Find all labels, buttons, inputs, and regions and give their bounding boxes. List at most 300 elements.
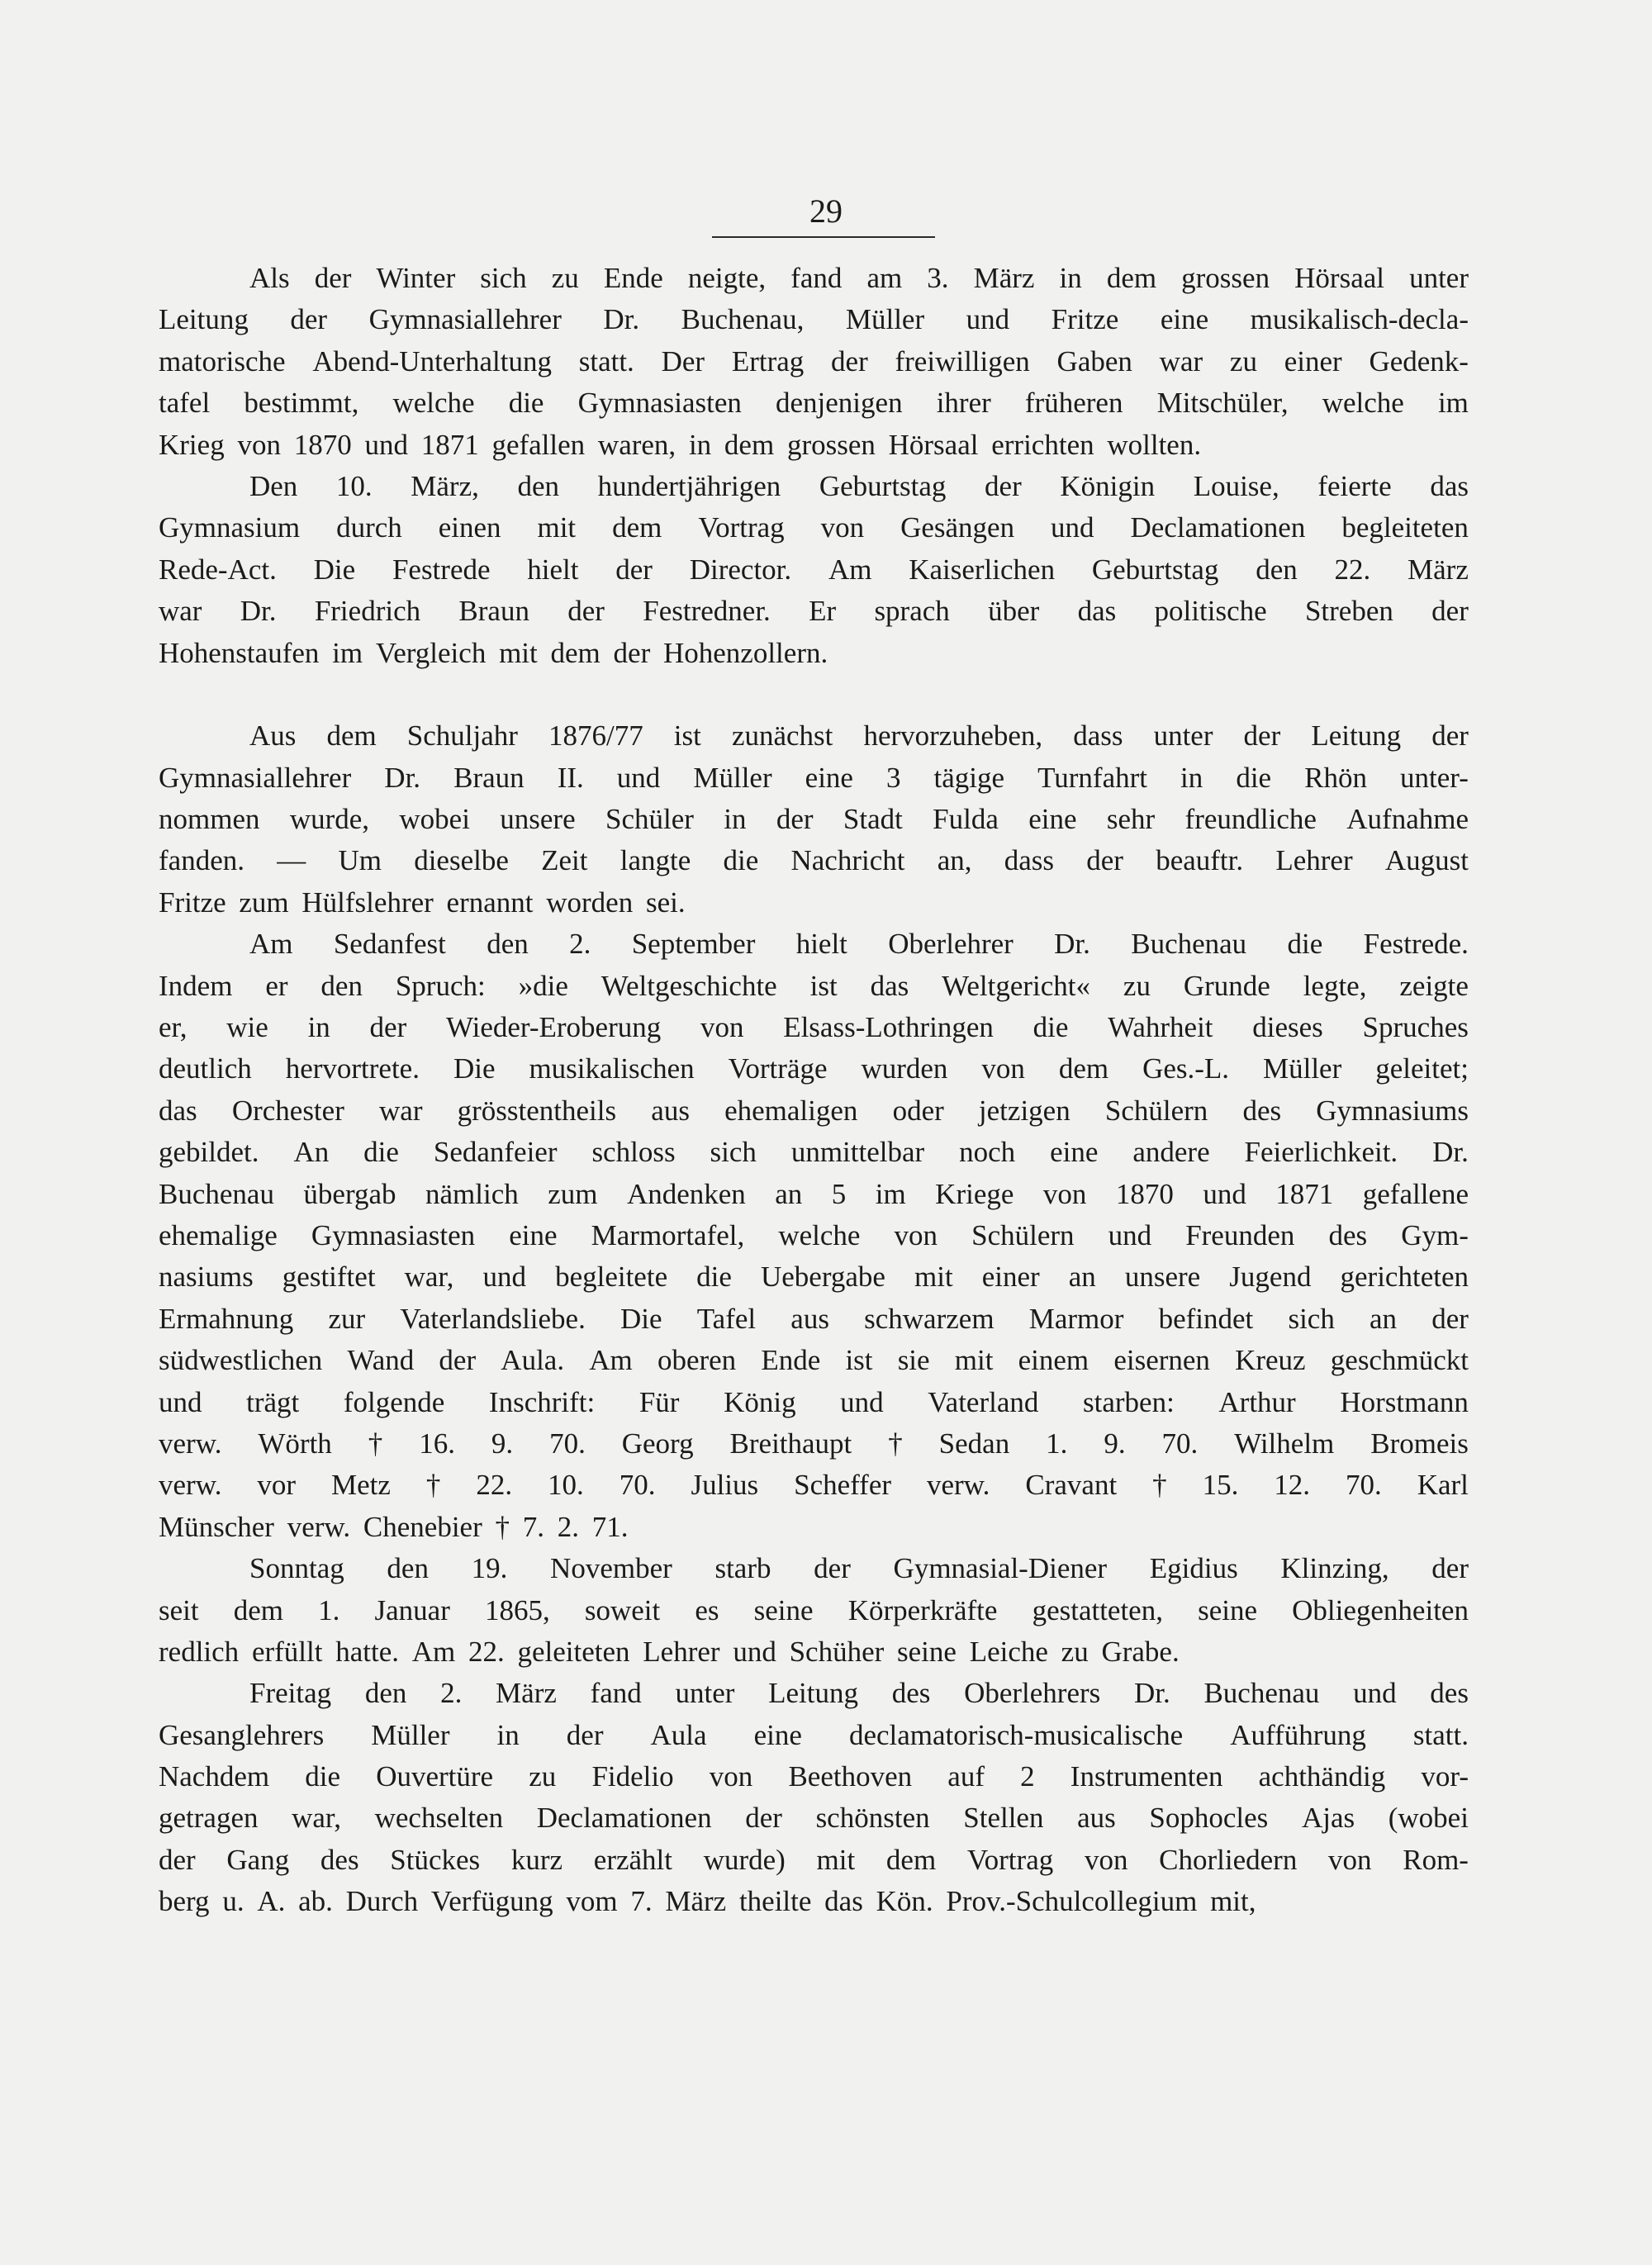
word: des bbox=[1430, 1677, 1469, 1710]
word: war, bbox=[292, 1802, 341, 1835]
word: Louise, bbox=[1193, 469, 1279, 502]
word: eine bbox=[1160, 303, 1209, 336]
word: September bbox=[631, 928, 756, 961]
word: die bbox=[1236, 761, 1272, 794]
paragraph bbox=[159, 1673, 1469, 1922]
word: Körperkräfte bbox=[847, 1593, 998, 1626]
word: wurde, bbox=[289, 803, 370, 836]
word: gefallene bbox=[1362, 1177, 1469, 1210]
word: Die bbox=[620, 1302, 662, 1335]
word: das bbox=[159, 1094, 197, 1127]
word: feierte bbox=[1317, 469, 1392, 502]
word: Festrede bbox=[392, 553, 491, 586]
word: sehr bbox=[1106, 803, 1156, 836]
word: in bbox=[307, 1011, 330, 1044]
text-line bbox=[159, 1715, 1469, 1756]
word: unter bbox=[1409, 262, 1469, 294]
word: von bbox=[709, 1760, 753, 1793]
word: März bbox=[1408, 553, 1469, 586]
word: Buchenau, bbox=[681, 303, 805, 336]
word: Braun bbox=[458, 595, 529, 628]
word: 70. bbox=[1345, 1469, 1382, 1502]
text-line bbox=[159, 1465, 1469, 1506]
word: † bbox=[888, 1427, 903, 1460]
word: 71. bbox=[591, 1510, 629, 1543]
word: Prov.-Schulcollegium bbox=[946, 1885, 1198, 1918]
word: Königin bbox=[1060, 469, 1156, 502]
word: Vaterlandsliebe. bbox=[400, 1302, 586, 1335]
word: Chorliedern bbox=[1159, 1843, 1298, 1876]
word: Ges.-L. bbox=[1142, 1052, 1230, 1085]
word: der bbox=[776, 803, 814, 836]
word: Indem bbox=[159, 969, 233, 1002]
paragraph bbox=[159, 1548, 1469, 1673]
word: hielt bbox=[527, 553, 579, 586]
word: Wilhelm bbox=[1234, 1427, 1335, 1460]
text-line bbox=[159, 1631, 1469, 1673]
word: Kön. bbox=[876, 1885, 933, 1918]
word: berg bbox=[159, 1885, 210, 1918]
word: starb bbox=[714, 1552, 771, 1585]
word: Durch bbox=[345, 1885, 419, 1918]
word: Klinzing, bbox=[1280, 1552, 1389, 1585]
page-number: 29 bbox=[809, 192, 843, 230]
text-line bbox=[159, 341, 1469, 382]
word: Instrumenten bbox=[1070, 1760, 1223, 1793]
word: Gymnasial-Diener bbox=[893, 1552, 1108, 1585]
text-line bbox=[159, 966, 1469, 1007]
word: sich bbox=[1288, 1302, 1335, 1335]
text-line bbox=[159, 799, 1469, 840]
word: die bbox=[696, 1261, 732, 1294]
word: sich bbox=[480, 262, 527, 294]
word: zur bbox=[328, 1302, 366, 1335]
word: Geburtstag bbox=[1091, 553, 1219, 586]
word: Ouvertüre bbox=[376, 1760, 494, 1793]
word: dass bbox=[1073, 719, 1123, 753]
word: aus bbox=[651, 1094, 690, 1127]
word: und bbox=[616, 761, 661, 794]
word: Aula. bbox=[501, 1344, 565, 1377]
word: Buchenau bbox=[1203, 1677, 1320, 1710]
word: 3. bbox=[927, 262, 949, 294]
word: zum bbox=[239, 886, 289, 919]
word: schönsten bbox=[815, 1802, 930, 1835]
word: Hohenzollern. bbox=[662, 636, 828, 669]
word: beauftr. bbox=[1156, 844, 1244, 877]
word: der bbox=[745, 1802, 782, 1835]
word: verw. bbox=[287, 1510, 351, 1543]
word: (wobei bbox=[1388, 1802, 1469, 1835]
word: war bbox=[379, 1094, 423, 1127]
word: Grunde bbox=[1183, 969, 1270, 1002]
word: einem bbox=[1018, 1344, 1089, 1377]
word: welche bbox=[392, 387, 475, 420]
word: grossen bbox=[1181, 262, 1270, 294]
word: Kriege bbox=[935, 1177, 1014, 1210]
word: † bbox=[368, 1427, 383, 1460]
word: Schuljahr bbox=[406, 719, 518, 753]
word: andere bbox=[1132, 1136, 1210, 1169]
text-line bbox=[159, 757, 1469, 799]
word: Sophocles bbox=[1149, 1802, 1269, 1835]
word: Gymnasiasten bbox=[577, 387, 742, 420]
text-line bbox=[159, 1132, 1469, 1173]
word: der bbox=[1243, 719, 1281, 753]
word: Marmor bbox=[1028, 1302, 1124, 1335]
word: Geburtstag bbox=[819, 469, 947, 502]
word: 1870 bbox=[293, 428, 352, 461]
word: der bbox=[814, 1552, 851, 1585]
word: hielt bbox=[795, 928, 847, 961]
word: Egidius bbox=[1149, 1552, 1238, 1585]
word: März bbox=[665, 1885, 727, 1918]
word: Schüher bbox=[789, 1635, 885, 1668]
word: theilte bbox=[738, 1885, 812, 1918]
word: Stückes bbox=[390, 1843, 481, 1876]
paragraph-gap bbox=[159, 674, 1469, 715]
word: Hohenstaufen bbox=[159, 636, 320, 669]
word: zu bbox=[551, 262, 579, 294]
word: und bbox=[482, 1261, 526, 1294]
word: 1871 bbox=[420, 428, 479, 461]
word: 70. bbox=[549, 1427, 586, 1460]
word: befindet bbox=[1158, 1302, 1254, 1335]
word: Breithaupt bbox=[729, 1427, 852, 1460]
word: ist bbox=[673, 719, 701, 753]
word: von bbox=[1042, 1177, 1087, 1210]
word: mit bbox=[499, 636, 538, 669]
word: errichten bbox=[991, 428, 1094, 461]
word: der bbox=[831, 344, 868, 378]
word: Gang bbox=[226, 1843, 290, 1876]
word: Mitschüler, bbox=[1156, 387, 1289, 420]
word: Januar bbox=[374, 1593, 450, 1626]
word: denjenigen bbox=[776, 387, 903, 420]
word: unter- bbox=[1400, 761, 1469, 794]
word: die bbox=[1032, 1011, 1069, 1044]
word: 2. bbox=[440, 1677, 463, 1710]
word: Julius bbox=[691, 1469, 759, 1502]
word: 3 bbox=[886, 761, 901, 794]
word: Chenebier bbox=[363, 1510, 482, 1543]
text-line bbox=[159, 1174, 1469, 1215]
word: Aula bbox=[650, 1718, 707, 1751]
word: mit, bbox=[1210, 1885, 1256, 1918]
text-line bbox=[159, 633, 1469, 674]
word: er, bbox=[159, 1011, 188, 1044]
word: welche bbox=[1322, 387, 1404, 420]
word: der bbox=[1431, 595, 1469, 628]
word: tafel bbox=[159, 387, 211, 420]
word: Vaterland bbox=[928, 1385, 1039, 1418]
text-line bbox=[159, 299, 1469, 340]
word: 22. bbox=[468, 1635, 505, 1668]
word: vor bbox=[257, 1469, 297, 1502]
word: Marmortafel, bbox=[591, 1218, 745, 1251]
word: Gymnasiasten bbox=[311, 1218, 476, 1251]
word: Weltgeschichte bbox=[601, 969, 777, 1002]
word: gestatteten, bbox=[1032, 1593, 1163, 1626]
word: getragen bbox=[159, 1802, 259, 1835]
word: und bbox=[1051, 511, 1094, 544]
word: neigte, bbox=[687, 262, 767, 294]
word: sprach bbox=[874, 595, 950, 628]
word: Müller bbox=[693, 761, 772, 794]
word: musikalisch-decla- bbox=[1250, 303, 1469, 336]
word: 10. bbox=[335, 469, 373, 502]
word: unmittelbar bbox=[790, 1136, 925, 1169]
word: eine bbox=[509, 1218, 558, 1251]
word: soweit bbox=[584, 1593, 661, 1626]
word: dem bbox=[233, 1593, 283, 1626]
word: Tafel bbox=[696, 1302, 757, 1335]
word: den bbox=[1256, 553, 1298, 586]
text-line bbox=[159, 1048, 1469, 1090]
word: Turnfahrt bbox=[1037, 761, 1147, 794]
word: Gesängen bbox=[900, 511, 1015, 544]
word: — bbox=[277, 844, 306, 877]
word: Oberlehrer bbox=[888, 928, 1014, 961]
word: Sedanfest bbox=[333, 928, 446, 961]
word: declamatorisch-musicalische bbox=[848, 1718, 1184, 1751]
word: wurde) bbox=[703, 1843, 786, 1876]
word: 7. bbox=[522, 1510, 544, 1543]
word: Stellen bbox=[963, 1802, 1044, 1835]
text-line bbox=[159, 466, 1469, 507]
word: ab. bbox=[298, 1885, 333, 1918]
word: gerichteten bbox=[1340, 1261, 1469, 1294]
word: Gym- bbox=[1401, 1218, 1469, 1251]
paragraph bbox=[159, 924, 1469, 1548]
word: geleitet; bbox=[1375, 1052, 1469, 1085]
word: Abend-Unterhaltung bbox=[312, 344, 552, 378]
word: gestiftet bbox=[282, 1261, 376, 1294]
word: An bbox=[293, 1136, 330, 1169]
word: das bbox=[870, 969, 909, 1002]
word: Schülern bbox=[971, 1218, 1075, 1251]
word: der bbox=[1431, 1302, 1469, 1335]
word: Georg bbox=[621, 1427, 694, 1460]
word: schwarzem bbox=[864, 1302, 995, 1335]
word: in bbox=[688, 428, 712, 461]
word: Die bbox=[313, 553, 356, 586]
word: Bromeis bbox=[1370, 1427, 1469, 1460]
word: zunächst bbox=[731, 719, 833, 753]
word: das bbox=[1077, 595, 1117, 628]
word: im bbox=[875, 1177, 906, 1210]
word: Fidelio bbox=[591, 1760, 674, 1793]
text-line bbox=[159, 1340, 1469, 1381]
word: zu bbox=[1229, 344, 1257, 378]
word: begleiteten bbox=[1341, 511, 1469, 544]
word: und bbox=[364, 428, 408, 461]
word: 2 bbox=[1020, 1760, 1035, 1793]
word: durch bbox=[336, 511, 402, 544]
word: Elsass-Lothringen bbox=[783, 1011, 994, 1044]
word: Dr. bbox=[1432, 1136, 1469, 1169]
word: Wand bbox=[347, 1344, 415, 1377]
word: politische bbox=[1154, 595, 1267, 628]
word: Aufführung bbox=[1230, 1718, 1366, 1751]
word: über bbox=[988, 595, 1040, 628]
word: an bbox=[1370, 1302, 1398, 1335]
word: gebildet. bbox=[159, 1136, 259, 1169]
word: Obliegenheiten bbox=[1292, 1593, 1469, 1626]
word: Director. bbox=[689, 553, 792, 586]
word: A. bbox=[257, 1885, 286, 1918]
word: den bbox=[320, 969, 363, 1002]
word: die bbox=[1287, 928, 1323, 961]
word: Metz bbox=[331, 1469, 391, 1502]
word: Zeit bbox=[541, 844, 588, 877]
word: Vortrag bbox=[966, 1843, 1054, 1876]
word: jetzigen bbox=[978, 1094, 1070, 1127]
word: welche bbox=[778, 1218, 861, 1251]
word: dass bbox=[1004, 844, 1055, 877]
word: Lehrer bbox=[1275, 844, 1353, 877]
word: des bbox=[1242, 1094, 1282, 1127]
word: des bbox=[1328, 1218, 1368, 1251]
word: Sedanfeier bbox=[433, 1136, 558, 1169]
word: seit bbox=[159, 1593, 199, 1626]
word: Braun bbox=[453, 761, 525, 794]
word: 22. bbox=[476, 1469, 513, 1502]
word: nommen bbox=[159, 803, 260, 836]
word: war, bbox=[404, 1261, 454, 1294]
word: dem bbox=[550, 636, 601, 669]
word: Rede-Act. bbox=[159, 553, 277, 586]
word: bestimmt, bbox=[244, 387, 359, 420]
text-line bbox=[159, 1256, 1469, 1298]
word: Wieder-Eroberung bbox=[445, 1011, 662, 1044]
word: März bbox=[496, 1677, 557, 1710]
word: Vergleich bbox=[375, 636, 487, 669]
text-line bbox=[159, 1590, 1469, 1631]
word: im bbox=[332, 636, 363, 669]
word: fand bbox=[590, 1677, 642, 1710]
word: wollten. bbox=[1107, 428, 1202, 461]
word: einen bbox=[438, 511, 501, 544]
text-line bbox=[159, 882, 1469, 924]
text-line bbox=[159, 1090, 1469, 1132]
word: 22. bbox=[1334, 553, 1371, 586]
text-line bbox=[159, 425, 1469, 466]
word: dieses bbox=[1252, 1011, 1323, 1044]
word: Buchenau bbox=[1131, 928, 1247, 961]
word: am bbox=[866, 262, 903, 294]
word: Arthur bbox=[1218, 1385, 1296, 1418]
word: verw. bbox=[159, 1469, 222, 1502]
word: langte bbox=[620, 844, 691, 877]
word: und bbox=[840, 1385, 884, 1418]
word: Ende bbox=[761, 1344, 821, 1377]
word: Friedrich bbox=[314, 595, 421, 628]
word: eine bbox=[1050, 1136, 1099, 1169]
word: ernannt bbox=[446, 886, 534, 919]
word: Müller bbox=[845, 303, 925, 336]
word: wechselten bbox=[374, 1802, 504, 1835]
text-line bbox=[159, 507, 1469, 548]
word: dem bbox=[326, 719, 377, 753]
word: Festrede. bbox=[1363, 928, 1469, 961]
word: Wörth bbox=[258, 1427, 332, 1460]
word: von bbox=[237, 428, 281, 461]
word: eisernen bbox=[1113, 1344, 1210, 1377]
word: Als bbox=[249, 262, 290, 294]
word: Dr. bbox=[240, 595, 277, 628]
word: Leiche bbox=[969, 1635, 1048, 1668]
word: Karl bbox=[1417, 1469, 1469, 1502]
word: Leitung bbox=[768, 1677, 859, 1710]
word: von bbox=[894, 1218, 938, 1251]
word: 70. bbox=[619, 1469, 656, 1502]
word: der bbox=[613, 636, 651, 669]
word: 7. bbox=[630, 1885, 653, 1918]
word: der bbox=[290, 303, 328, 336]
word: und bbox=[1108, 1218, 1152, 1251]
word: matorische bbox=[159, 344, 286, 378]
word: Scheffer bbox=[794, 1469, 892, 1502]
word: fanden. bbox=[159, 844, 244, 877]
word: Fritze bbox=[1051, 303, 1119, 336]
word: Gymnasiallehrer bbox=[159, 761, 352, 794]
word: übergab bbox=[303, 1177, 396, 1210]
word: statt. bbox=[578, 344, 634, 378]
word: Hörsaal bbox=[1294, 262, 1384, 294]
word: Die bbox=[453, 1052, 496, 1085]
word: und bbox=[159, 1385, 202, 1418]
word: in bbox=[496, 1718, 520, 1751]
word: grossen bbox=[786, 428, 876, 461]
word: auf bbox=[947, 1760, 985, 1793]
word: Feierlichkeit. bbox=[1244, 1136, 1398, 1169]
word: einer bbox=[1284, 344, 1342, 378]
word: mit bbox=[914, 1261, 953, 1294]
text-line bbox=[159, 1299, 1469, 1340]
word: hervorzuheben, bbox=[863, 719, 1043, 753]
word: freundliche bbox=[1184, 803, 1317, 836]
word: der bbox=[1086, 844, 1123, 877]
word: fand bbox=[790, 262, 843, 294]
word: Am bbox=[411, 1635, 456, 1668]
word: † bbox=[425, 1469, 441, 1502]
paragraph bbox=[159, 466, 1469, 674]
word: erzählt bbox=[593, 1843, 672, 1876]
word: wurden bbox=[861, 1052, 948, 1085]
word: des bbox=[891, 1677, 931, 1710]
word: 1. bbox=[1046, 1427, 1068, 1460]
word: trägt bbox=[246, 1385, 300, 1418]
word: wobei bbox=[399, 803, 470, 836]
word: Spruches bbox=[1362, 1011, 1469, 1044]
word: oder bbox=[892, 1094, 944, 1127]
word: 19. bbox=[471, 1552, 508, 1585]
word: zu bbox=[529, 1760, 557, 1793]
word: seine bbox=[897, 1635, 957, 1668]
word: Nachdem bbox=[159, 1760, 270, 1793]
word: aus bbox=[1077, 1802, 1116, 1835]
word: die bbox=[305, 1760, 341, 1793]
word: II. bbox=[557, 761, 584, 794]
word: Kaiserlichen bbox=[909, 553, 1056, 586]
word: und bbox=[1203, 1177, 1246, 1210]
word: zu bbox=[1061, 1635, 1089, 1668]
word: von bbox=[981, 1052, 1025, 1085]
word: in bbox=[1180, 761, 1203, 794]
word: von bbox=[1084, 1843, 1128, 1876]
word: Ende bbox=[603, 262, 663, 294]
